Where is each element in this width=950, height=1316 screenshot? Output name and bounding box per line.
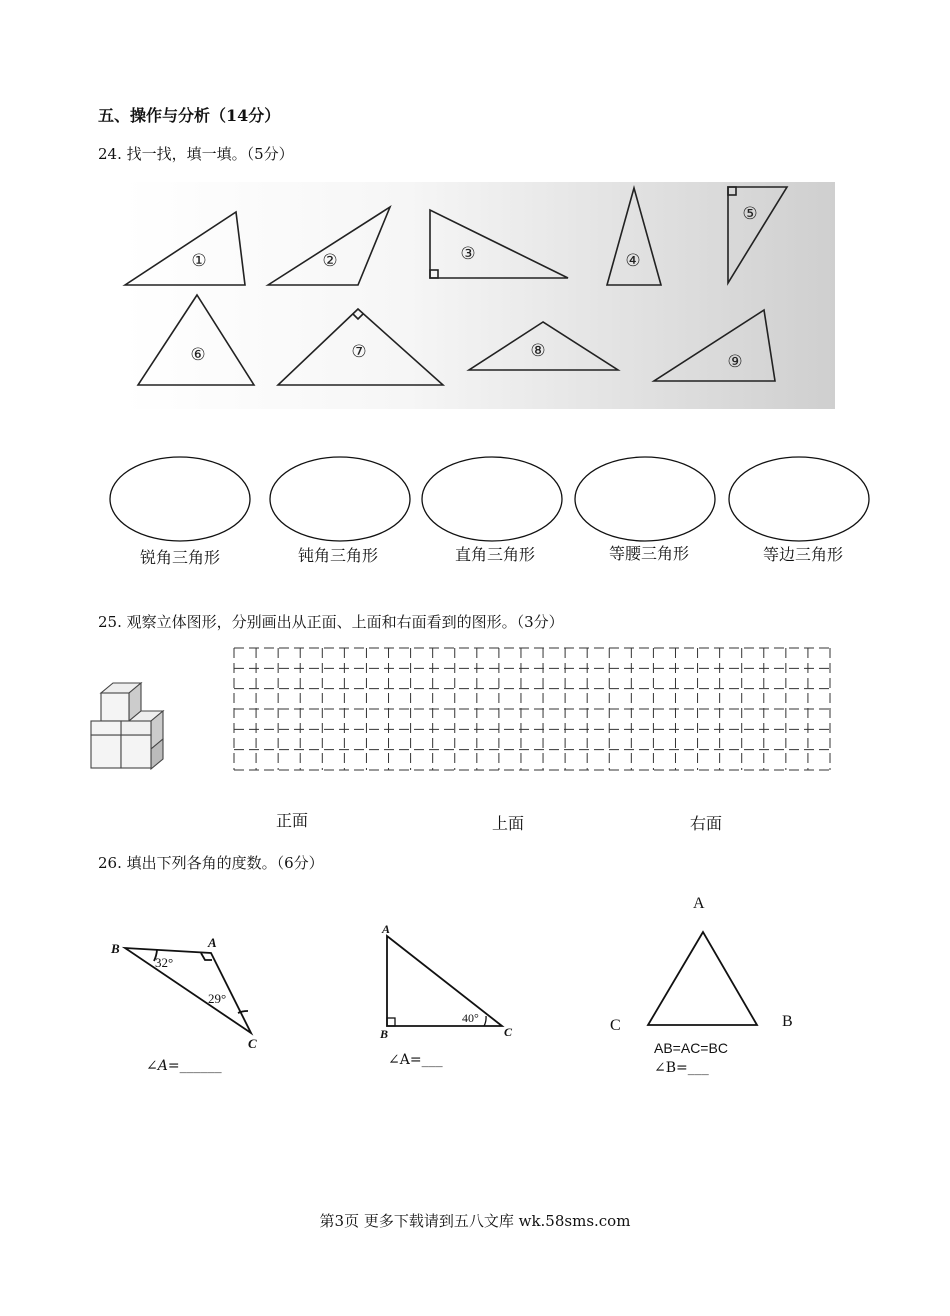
fig2-answer[interactable]: ∠A=___ bbox=[388, 1052, 443, 1068]
view-right: 右面 bbox=[690, 814, 723, 833]
drawing-grid[interactable] bbox=[233, 647, 833, 771]
question-24-prompt: 24. 找一找，填一填。（5分） bbox=[98, 145, 294, 163]
view-front: 正面 bbox=[276, 811, 309, 830]
triangle-4-label: ④ bbox=[625, 251, 641, 271]
fig2-vertex-a: A bbox=[382, 922, 391, 936]
fig3-vertex-c: C bbox=[610, 1017, 621, 1034]
fig1-vertex-c: C bbox=[248, 1036, 257, 1051]
ellipse-acute[interactable] bbox=[110, 457, 250, 541]
category-acute: 锐角三角形 bbox=[140, 548, 221, 567]
category-obtuse: 钝角三角形 bbox=[298, 546, 379, 565]
ellipse-obtuse[interactable] bbox=[270, 457, 410, 541]
fig2-angle-40: 40° bbox=[462, 1011, 479, 1025]
fig2-vertex-b: B bbox=[380, 1027, 389, 1041]
fig3-vertex-b: B bbox=[782, 1013, 793, 1030]
angle-figure-3 bbox=[605, 890, 805, 1034]
triangle-9-label: ⑨ bbox=[727, 352, 743, 372]
category-isosceles: 等腰三角形 bbox=[609, 544, 690, 563]
category-equilateral: 等边三角形 bbox=[763, 545, 844, 564]
triangle-5-label: ⑤ bbox=[742, 204, 758, 224]
fig1-answer[interactable]: ∠A=______ bbox=[146, 1058, 222, 1074]
fig3-vertex-a: A bbox=[693, 895, 705, 912]
fig2-vertex-c: C bbox=[504, 1025, 513, 1039]
triangle-1-label: ① bbox=[191, 251, 207, 271]
fig1-vertex-a: A bbox=[208, 935, 217, 950]
view-top: 上面 bbox=[492, 814, 525, 833]
triangle-2-label: ② bbox=[322, 251, 338, 271]
angle-figure-1 bbox=[105, 935, 285, 1055]
fig3-answer[interactable]: ∠B=___ bbox=[654, 1060, 709, 1076]
section-title: 五、操作与分析（14分） bbox=[98, 106, 281, 125]
page-footer: 第3页 更多下载请到五八文库 wk.58sms.com bbox=[319, 1212, 631, 1230]
category-right: 直角三角形 bbox=[455, 545, 536, 564]
cube-stack-icon bbox=[88, 683, 178, 773]
triangle-6-label: ⑥ bbox=[190, 345, 206, 365]
angle-figure-2 bbox=[378, 920, 528, 1040]
triangle-3-label: ③ bbox=[460, 244, 476, 264]
ellipse-isosceles[interactable] bbox=[575, 457, 715, 541]
triangles-figure bbox=[123, 182, 835, 409]
ellipse-right[interactable] bbox=[422, 457, 562, 541]
question-25-prompt: 25. 观察立体图形，分别画出从正面、上面和右面看到的图形。（3分） bbox=[98, 613, 564, 631]
fig3-condition: AB=AC=BC bbox=[654, 1040, 728, 1056]
triangle-7-label: ⑦ bbox=[351, 342, 367, 362]
question-26-prompt: 26. 填出下列各角的度数。（6分） bbox=[98, 854, 324, 872]
fig1-vertex-b: B bbox=[111, 941, 120, 956]
fig1-angle-32: 32° bbox=[155, 955, 174, 970]
fig1-angle-29: 29° bbox=[208, 991, 227, 1006]
ellipse-equilateral[interactable] bbox=[729, 457, 869, 541]
triangle-8-label: ⑧ bbox=[530, 341, 546, 361]
answer-ellipses bbox=[0, 455, 950, 545]
